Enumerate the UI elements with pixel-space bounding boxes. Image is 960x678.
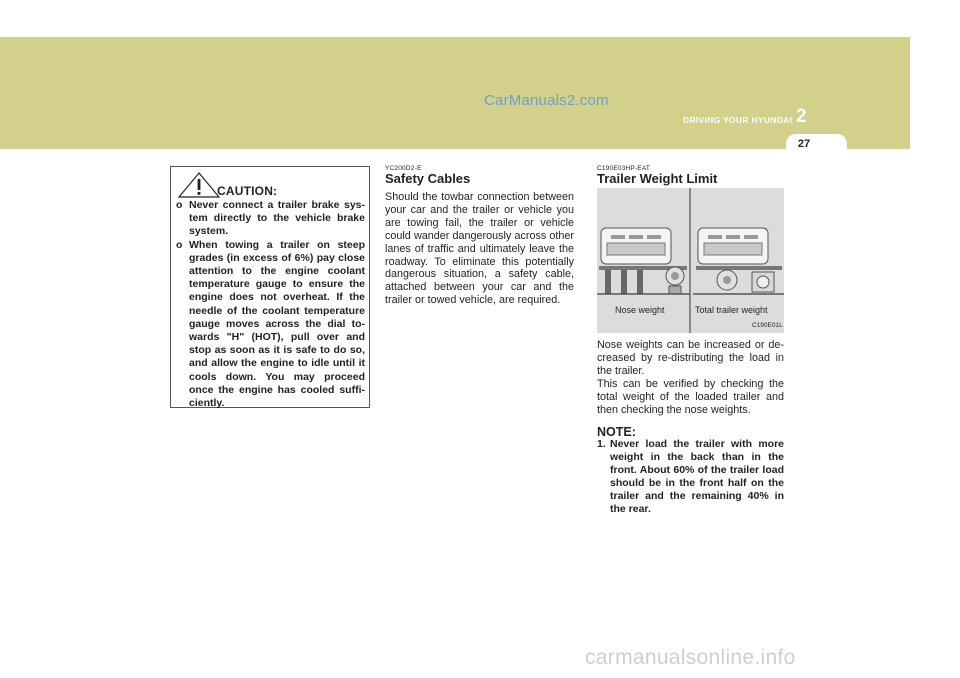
- body-paragraph: Should the towbar connection between your car and the trailer or vehicle you are towing fail, the trailer or vehicle could wander dangerously across other lanes of traffic and ultimately leave the roadway. To eliminate this potentially dangerous situation, a safety cable, attached between your car and the trailer or towed vehicle, are required.: [385, 191, 574, 307]
- trailer-nose-icon: [597, 228, 690, 294]
- caution-list: [176, 199, 365, 410]
- figure-label-total: Total trailer weight: [695, 305, 768, 315]
- watermark-bottom[interactable]: carmanualsonline.info: [585, 646, 796, 669]
- list-item: 1. Never load the trailer with more weight in the back than in the front. About 60% of the trailer load should be in the front half on the trailer and the remaining 40% in the rear.: [597, 438, 784, 515]
- caution-title: CAUTION:: [217, 184, 278, 198]
- warning-triangle-icon: [177, 172, 221, 198]
- note-title: NOTE:: [597, 425, 636, 439]
- body-paragraph: Nose weights can be increased or de-creased by re-distributing the load in the trailer.: [597, 339, 784, 377]
- note-list: [597, 438, 784, 515]
- body-paragraph: This can be verified by checking the total weight of the loaded trailer and then checking the nose weights.: [597, 378, 784, 416]
- trailer-total-icon: [693, 228, 784, 294]
- section-heading: Trailer Weight Limit: [597, 171, 718, 186]
- list-item: o Never connect a trailer brake sys-tem directly to the vehicle brake system.: [176, 199, 365, 238]
- page-number: 27: [797, 138, 811, 150]
- section-code: C190E03HP-EAT: [597, 165, 651, 172]
- header-band: [0, 37, 910, 149]
- section-heading: Safety Cables: [385, 171, 471, 186]
- figure-code: C190E01L: [752, 322, 783, 329]
- section-code: YC200D2-E: [385, 165, 422, 172]
- figure-label-nose: Nose weight: [615, 305, 665, 315]
- section-label: DRIVING YOUR HYUNDAI: [683, 115, 793, 125]
- section-number: 2: [796, 106, 807, 127]
- list-item: o When towing a trailer on steep grades (in excess of 6%) pay close attention to the engine coolant temperature gauge to ensure the engine does not overheat. If the needle of the coolant temperature gauge moves across the dial to-wards "H" (HOT), pull over and stop as soon as it is safe to do so, and allow the engine to idle until it cools down. You may proceed once the engine has cooled suffi-ciently.: [176, 238, 365, 410]
- watermark-top[interactable]: CarManuals2.com: [484, 92, 609, 109]
- trailer-weight-figure: [597, 188, 784, 333]
